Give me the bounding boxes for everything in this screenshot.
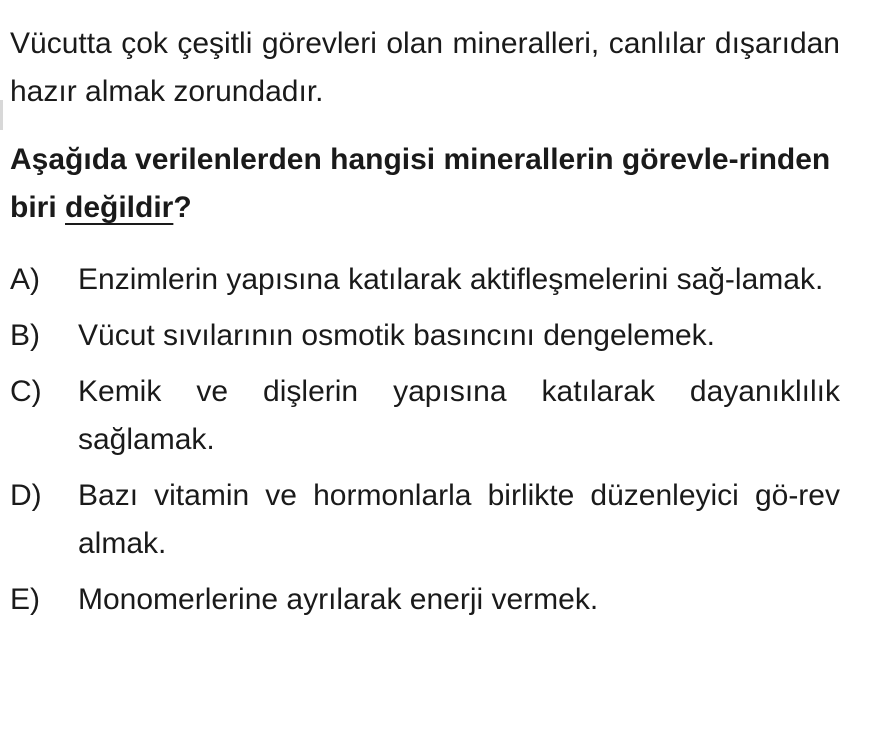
option-e[interactable] [10,576,840,624]
option-c[interactable] [10,368,840,464]
option-text: Bazı vitamin ve hormonlarla birlikte düzenleyici gö-rev almak. [78,479,840,560]
page-edge-mark [0,100,3,130]
question-emphasis: değildir [65,191,174,224]
option-b[interactable] [10,312,840,360]
question-mark: ? [173,191,192,224]
option-d[interactable] [10,472,840,568]
option-letter: E) [10,583,40,616]
question-stem [10,136,840,232]
option-text: Kemik ve dişlerin yapısına katılarak dayanıklılık sağlamak. [78,375,840,456]
option-a[interactable] [10,256,840,304]
option-text: Monomerlerine ayrılarak enerji vermek. [78,583,599,616]
option-letter: C) [10,375,42,408]
option-text: Vücut sıvılarının osmotik basıncını dengelemek. [78,319,715,352]
option-letter: A) [10,263,40,296]
answer-options [10,256,840,624]
option-text: Enzimlerin yapısına katılarak aktifleşmelerini sağ-lamak. [78,263,824,296]
question-stem-text: Aşağıda verilenlerden hangisi minerallerin görevle-rinden biri [10,143,831,224]
question-card [10,20,840,632]
option-letter: D) [10,479,42,512]
question-intro: Vücutta çok çeşitli görevleri olan mineralleri, canlılar dışarıdan hazır almak zorundadır. [10,27,840,108]
option-letter: B) [10,319,40,352]
